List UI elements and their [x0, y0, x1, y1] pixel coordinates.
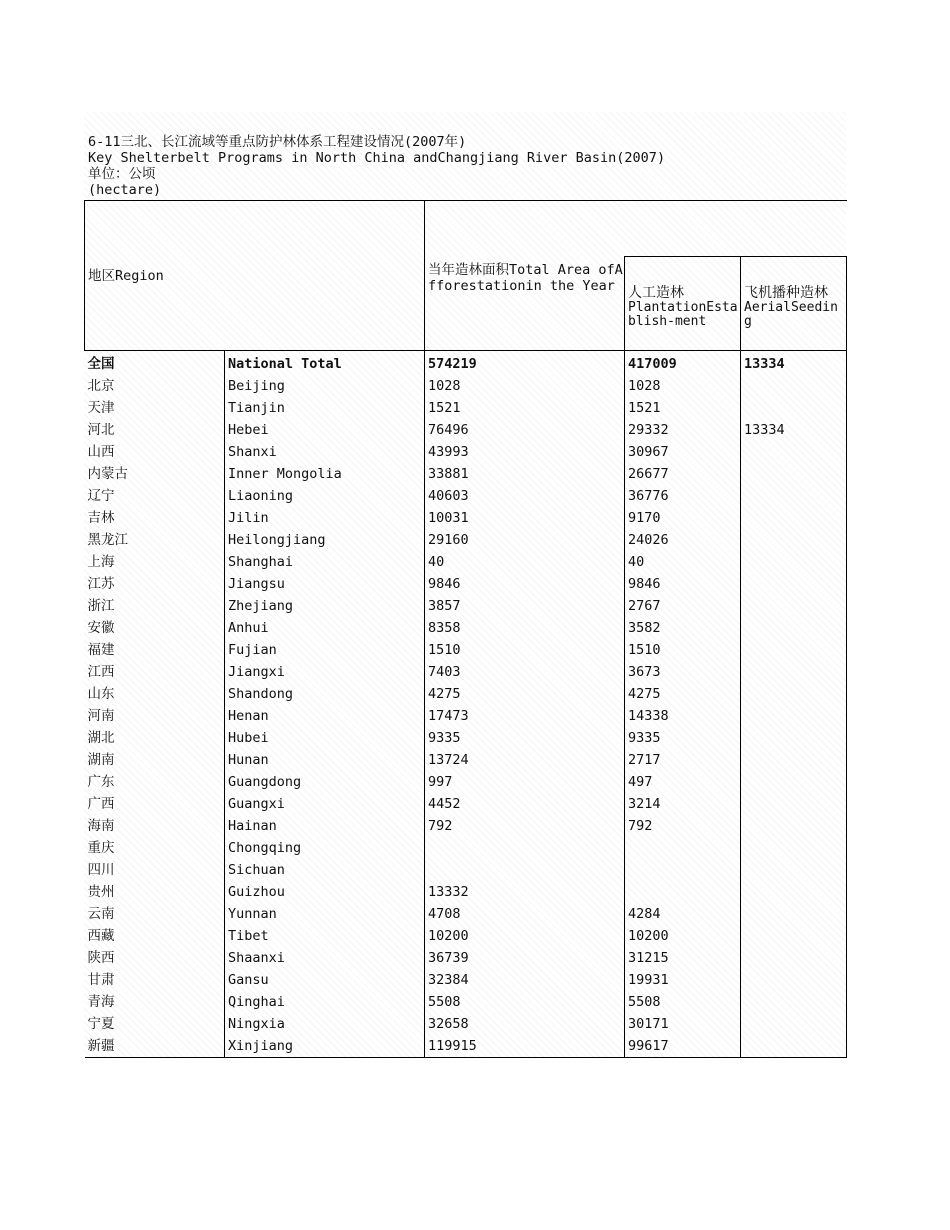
row-region-cn: 湖北 — [87, 730, 115, 746]
row-aerial — [741, 969, 847, 991]
row-plantation: 1028 — [625, 375, 741, 397]
row-region-cn: 上海 — [87, 554, 115, 570]
row-aerial — [741, 749, 847, 771]
title-chinese: 6-11三北、长江流域等重点防护林体系工程建设情况(2007年) — [88, 134, 467, 150]
header-plantation-en: PlantationEsta blish-ment — [628, 300, 738, 329]
table-row — [85, 727, 847, 749]
table-row — [85, 441, 847, 463]
row-plantation — [625, 859, 741, 881]
row-region-en: Guangdong — [225, 771, 425, 793]
table-row — [85, 573, 847, 595]
table-row — [85, 991, 847, 1013]
unit-english: (hectare) — [88, 182, 162, 198]
row-region-en: Jilin — [225, 507, 425, 529]
row-total-area: 5508 — [425, 991, 625, 1013]
table-row — [85, 969, 847, 991]
row-aerial — [741, 617, 847, 639]
header-aerial-cn: 飞机播种造林 — [744, 285, 828, 301]
row-region-cn: 内蒙古 — [87, 466, 128, 482]
title-block — [84, 112, 846, 198]
table-row — [85, 351, 847, 376]
header-total-area: 当年造林面积Total Area ofAfforestationin the Year — [425, 201, 625, 351]
row-total-area: 9335 — [425, 727, 625, 749]
row-region-en: Hubei — [225, 727, 425, 749]
row-region-en: Inner Mongolia — [225, 463, 425, 485]
row-region-cn: 北京 — [87, 378, 115, 394]
row-aerial — [741, 947, 847, 969]
row-plantation: 417009 — [625, 351, 741, 376]
row-region-cn: 河北 — [87, 422, 115, 438]
row-region-cn: 四川 — [87, 862, 115, 878]
row-aerial — [741, 375, 847, 397]
header-plantation-cn: 人工造林 — [628, 285, 684, 301]
row-plantation: 9335 — [625, 727, 741, 749]
row-plantation: 14338 — [625, 705, 741, 727]
row-region-cn: 陕西 — [87, 950, 115, 966]
row-plantation: 2767 — [625, 595, 741, 617]
table-row — [85, 683, 847, 705]
row-aerial — [741, 771, 847, 793]
row-region-en: Beijing — [225, 375, 425, 397]
row-plantation: 19931 — [625, 969, 741, 991]
row-plantation: 4275 — [625, 683, 741, 705]
table-row — [85, 463, 847, 485]
row-region-en: Hainan — [225, 815, 425, 837]
row-total-area: 9846 — [425, 573, 625, 595]
table-row — [85, 551, 847, 573]
table-row — [85, 925, 847, 947]
row-region-cn: 安徽 — [87, 620, 115, 636]
table-row — [85, 617, 847, 639]
row-region-cn: 甘肃 — [87, 972, 115, 988]
row-region-cn: 辽宁 — [87, 488, 115, 504]
table-row — [85, 837, 847, 859]
table-row — [85, 815, 847, 837]
row-region-en: Guangxi — [225, 793, 425, 815]
row-region-cn: 江西 — [87, 664, 115, 680]
row-region-en: Sichuan — [225, 859, 425, 881]
table-row — [85, 947, 847, 969]
row-aerial — [741, 1035, 847, 1058]
row-region-cn: 广东 — [87, 774, 115, 790]
row-aerial — [741, 529, 847, 551]
table-row — [85, 881, 847, 903]
row-total-area: 29160 — [425, 529, 625, 551]
row-total-area: 8358 — [425, 617, 625, 639]
row-region-cn: 天津 — [87, 400, 115, 416]
row-region-en: Tianjin — [225, 397, 425, 419]
row-aerial — [741, 903, 847, 925]
row-region-cn: 青海 — [87, 994, 115, 1010]
row-region-en: Fujian — [225, 639, 425, 661]
row-total-area: 36739 — [425, 947, 625, 969]
table-row — [85, 485, 847, 507]
row-aerial — [741, 551, 847, 573]
row-total-area: 17473 — [425, 705, 625, 727]
row-aerial — [741, 639, 847, 661]
row-region-cn: 山西 — [87, 444, 115, 460]
row-plantation — [625, 837, 741, 859]
row-plantation: 1510 — [625, 639, 741, 661]
row-plantation: 4284 — [625, 903, 741, 925]
row-aerial: 13334 — [741, 419, 847, 441]
row-plantation: 497 — [625, 771, 741, 793]
table-row — [85, 1035, 847, 1058]
header-plantation — [625, 257, 741, 351]
row-total-area: 574219 — [425, 351, 625, 376]
row-plantation: 40 — [625, 551, 741, 573]
row-plantation: 3214 — [625, 793, 741, 815]
table-row — [85, 397, 847, 419]
row-aerial — [741, 793, 847, 815]
table-row — [85, 661, 847, 683]
row-aerial — [741, 397, 847, 419]
header-group-spacer — [625, 201, 847, 257]
table-row — [85, 595, 847, 617]
row-region-en: Heilongjiang — [225, 529, 425, 551]
row-total-area: 40603 — [425, 485, 625, 507]
table-row — [85, 639, 847, 661]
row-total-area: 76496 — [425, 419, 625, 441]
row-aerial — [741, 507, 847, 529]
row-total-area: 4708 — [425, 903, 625, 925]
row-aerial — [741, 859, 847, 881]
row-plantation: 30967 — [625, 441, 741, 463]
row-aerial — [741, 661, 847, 683]
row-region-cn: 湖南 — [87, 752, 115, 768]
row-region-en: Guizhou — [225, 881, 425, 903]
row-region-en: Jiangxi — [225, 661, 425, 683]
row-region-cn: 江苏 — [87, 576, 115, 592]
table-row — [85, 771, 847, 793]
row-total-area: 1510 — [425, 639, 625, 661]
row-region-cn: 黑龙江 — [87, 532, 128, 548]
row-region-en: Gansu — [225, 969, 425, 991]
row-plantation: 36776 — [625, 485, 741, 507]
row-total-area: 33881 — [425, 463, 625, 485]
table-row — [85, 903, 847, 925]
row-plantation: 5508 — [625, 991, 741, 1013]
row-plantation: 1521 — [625, 397, 741, 419]
row-plantation: 792 — [625, 815, 741, 837]
row-region-cn: 云南 — [87, 906, 115, 922]
row-total-area — [425, 837, 625, 859]
row-region-cn: 山东 — [87, 686, 115, 702]
row-region-cn: 河南 — [87, 708, 115, 724]
header-aerial — [741, 257, 847, 351]
row-region-cn: 贵州 — [87, 884, 115, 900]
row-region-en: Hunan — [225, 749, 425, 771]
row-total-area: 10031 — [425, 507, 625, 529]
row-aerial — [741, 991, 847, 1013]
header-aerial-en: AerialSeedin g — [744, 300, 838, 329]
row-region-cn: 福建 — [87, 642, 115, 658]
row-region-en: Qinghai — [225, 991, 425, 1013]
row-region-cn: 广西 — [87, 796, 115, 812]
row-region-cn: 西藏 — [87, 928, 115, 944]
row-plantation: 99617 — [625, 1035, 741, 1058]
row-region-en: National Total — [225, 351, 425, 376]
row-total-area: 10200 — [425, 925, 625, 947]
row-total-area — [425, 859, 625, 881]
data-table — [84, 200, 847, 1058]
row-aerial — [741, 727, 847, 749]
table-row — [85, 793, 847, 815]
row-plantation: 9170 — [625, 507, 741, 529]
row-total-area: 1521 — [425, 397, 625, 419]
row-total-area: 792 — [425, 815, 625, 837]
row-region-en: Zhejiang — [225, 595, 425, 617]
row-aerial: 13334 — [741, 351, 847, 376]
row-region-en: Shaanxi — [225, 947, 425, 969]
row-aerial — [741, 1013, 847, 1035]
row-region-en: Chongqing — [225, 837, 425, 859]
row-total-area: 3857 — [425, 595, 625, 617]
row-aerial — [741, 463, 847, 485]
row-plantation: 24026 — [625, 529, 741, 551]
row-plantation: 26677 — [625, 463, 741, 485]
row-total-area: 4452 — [425, 793, 625, 815]
row-plantation — [625, 881, 741, 903]
row-aerial — [741, 683, 847, 705]
row-aerial — [741, 441, 847, 463]
row-aerial — [741, 573, 847, 595]
row-aerial — [741, 595, 847, 617]
row-aerial — [741, 705, 847, 727]
row-region-cn: 全国 — [87, 356, 115, 372]
row-plantation: 29332 — [625, 419, 741, 441]
row-total-area: 43993 — [425, 441, 625, 463]
row-aerial — [741, 925, 847, 947]
table-row — [85, 749, 847, 771]
row-region-en: Shanxi — [225, 441, 425, 463]
row-aerial — [741, 881, 847, 903]
spreadsheet-sheet — [84, 112, 846, 1058]
row-aerial — [741, 837, 847, 859]
row-total-area: 13724 — [425, 749, 625, 771]
title-english: Key Shelterbelt Programs in North China andChangjiang River Basin(2007) — [88, 150, 666, 166]
row-total-area: 13332 — [425, 881, 625, 903]
row-plantation: 30171 — [625, 1013, 741, 1035]
table-row — [85, 1013, 847, 1035]
row-region-en: Xinjiang — [225, 1035, 425, 1058]
row-total-area: 119915 — [425, 1035, 625, 1058]
row-region-cn: 重庆 — [87, 840, 115, 856]
row-region-cn: 吉林 — [87, 510, 115, 526]
row-total-area: 40 — [425, 551, 625, 573]
row-total-area: 997 — [425, 771, 625, 793]
table-row — [85, 375, 847, 397]
row-plantation: 3582 — [625, 617, 741, 639]
row-region-en: Tibet — [225, 925, 425, 947]
table-row — [85, 419, 847, 441]
row-region-en: Jiangsu — [225, 573, 425, 595]
unit-chinese: 单位：公顷 — [88, 166, 156, 182]
row-plantation: 10200 — [625, 925, 741, 947]
row-region-en: Henan — [225, 705, 425, 727]
table-row — [85, 507, 847, 529]
row-plantation: 31215 — [625, 947, 741, 969]
row-region-en: Shanghai — [225, 551, 425, 573]
row-aerial — [741, 485, 847, 507]
row-region-en: Hebei — [225, 419, 425, 441]
row-aerial — [741, 815, 847, 837]
row-total-area: 32384 — [425, 969, 625, 991]
row-region-en: Anhui — [225, 617, 425, 639]
header-region: 地区Region — [85, 201, 425, 351]
row-region-en: Yunnan — [225, 903, 425, 925]
row-region-en: Ningxia — [225, 1013, 425, 1035]
row-plantation: 2717 — [625, 749, 741, 771]
table-row — [85, 859, 847, 881]
row-region-cn: 浙江 — [87, 598, 115, 614]
row-total-area: 1028 — [425, 375, 625, 397]
row-plantation: 3673 — [625, 661, 741, 683]
row-total-area: 7403 — [425, 661, 625, 683]
row-region-cn: 海南 — [87, 818, 115, 834]
row-region-en: Liaoning — [225, 485, 425, 507]
row-plantation: 9846 — [625, 573, 741, 595]
row-region-en: Shandong — [225, 683, 425, 705]
row-total-area: 4275 — [425, 683, 625, 705]
row-region-cn: 宁夏 — [87, 1016, 115, 1032]
row-total-area: 32658 — [425, 1013, 625, 1035]
row-region-cn: 新疆 — [85, 1035, 225, 1058]
table-row — [85, 529, 847, 551]
table-row — [85, 705, 847, 727]
